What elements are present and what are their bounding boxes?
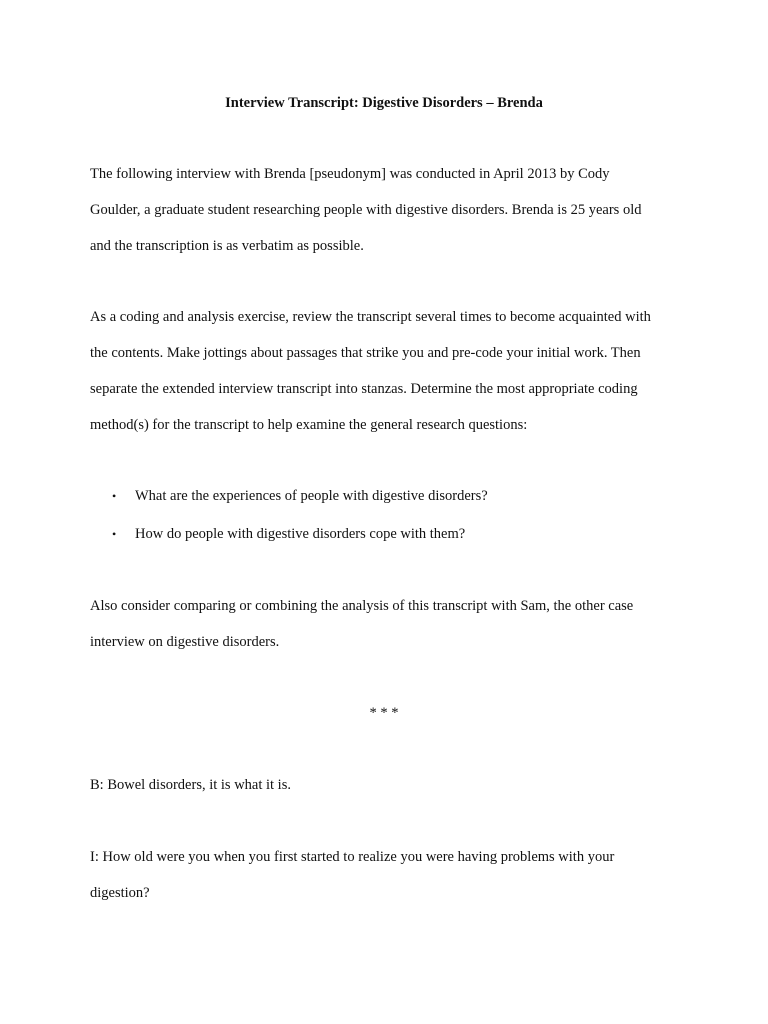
section-separator: * * * [369, 705, 399, 721]
exercise-paragraph [90, 307, 690, 451]
exercise-line: method(s) for the transcript to help examine the general research questions: [90, 417, 528, 433]
intro-line: Goulder, a graduate student researching people with digestive disorders. Brenda is 25 years old [90, 202, 642, 218]
research-question-text: How do people with digestive disorders cope with them? [135, 526, 466, 542]
bullet-icon: • [112, 527, 117, 541]
research-question-item [90, 486, 690, 524]
research-questions-list [90, 486, 690, 562]
document-title: Interview Transcript: Digestive Disorders – Brenda [225, 95, 543, 111]
intro-line: The following interview with Brenda [pseudonym] was conducted in April 2013 by Cody [90, 166, 610, 182]
transcript-line: digestion? [90, 885, 150, 901]
intro-line: and the transcription is as verbatim as possible. [90, 238, 364, 254]
exercise-line: the contents. Make jottings about passages that strike you and pre-code your initial work. Then [90, 345, 641, 361]
research-question-text: What are the experiences of people with digestive disorders? [135, 488, 488, 504]
transcript-line: I: How old were you when you first started to realize you were having problems with your [90, 849, 615, 865]
transcript-turn [90, 847, 690, 919]
compare-line: interview on digestive disorders. [90, 634, 280, 650]
transcript-turn [90, 775, 690, 811]
intro-paragraph [90, 164, 690, 272]
compare-line: Also consider comparing or combining the analysis of this transcript with Sam, the other case [90, 598, 634, 614]
exercise-line: separate the extended interview transcript into stanzas. Determine the most appropriate coding [90, 381, 638, 397]
bullet-icon: • [112, 489, 117, 503]
transcript-line: B: Bowel disorders, it is what it is. [90, 777, 291, 793]
exercise-line: As a coding and analysis exercise, review the transcript several times to become acquainted with [90, 309, 651, 325]
compare-paragraph [90, 596, 690, 668]
research-question-item [90, 524, 690, 562]
